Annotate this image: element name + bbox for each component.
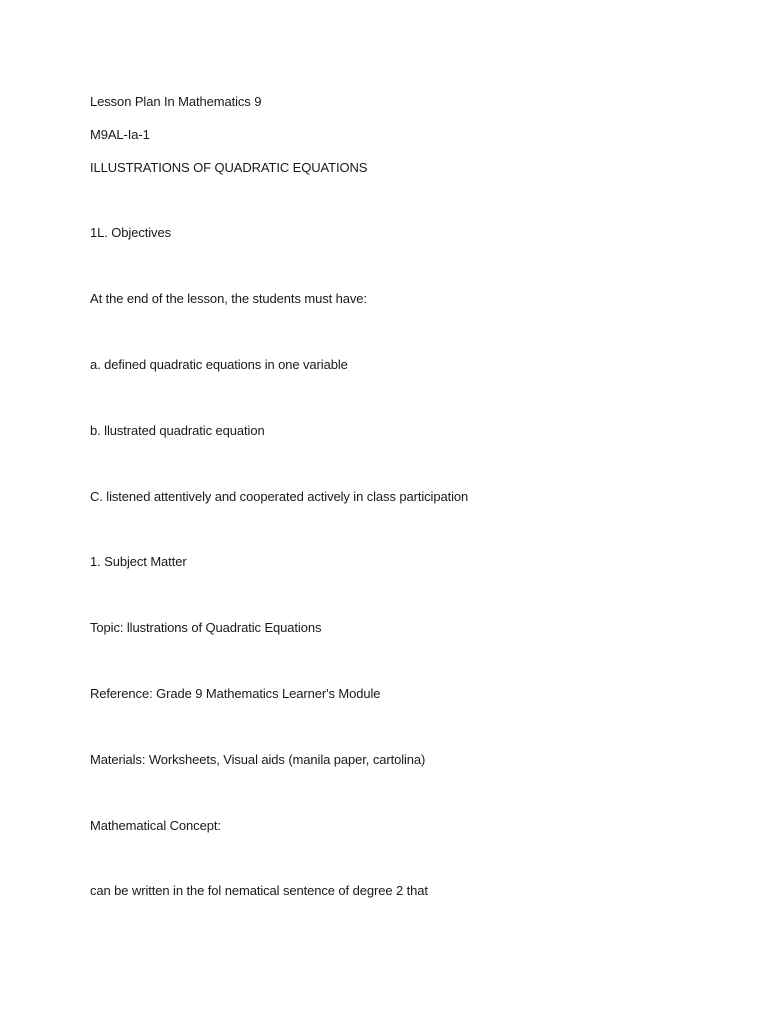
mathematical-concept-label: Mathematical Concept: <box>90 818 221 833</box>
reference-line: Reference: Grade 9 Mathematics Learner's Module <box>90 686 381 701</box>
document-title: Lesson Plan In Mathematics 9 <box>90 94 262 109</box>
objective-c: C. listened attentively and cooperated actively in class participation <box>90 489 469 504</box>
materials-line: Materials: Worksheets, Visual aids (manila paper, cartolina) <box>90 752 426 767</box>
objectives-intro: At the end of the lesson, the students must have: <box>90 291 367 306</box>
objective-a: a. defined quadratic equations in one variable <box>90 357 348 372</box>
lesson-heading: ILLUSTRATIONS OF QUADRATIC EQUATIONS <box>90 160 368 175</box>
objective-b: b. llustrated quadratic equation <box>90 423 265 438</box>
section-objectives: 1L. Objectives <box>90 225 171 240</box>
concept-text: can be written in the fol nematical sentence of degree 2 that <box>90 883 428 898</box>
section-subject-matter: 1. Subject Matter <box>90 554 187 569</box>
competency-code: M9AL-Ia-1 <box>90 127 150 142</box>
topic-line: Topic: llustrations of Quadratic Equations <box>90 620 322 635</box>
